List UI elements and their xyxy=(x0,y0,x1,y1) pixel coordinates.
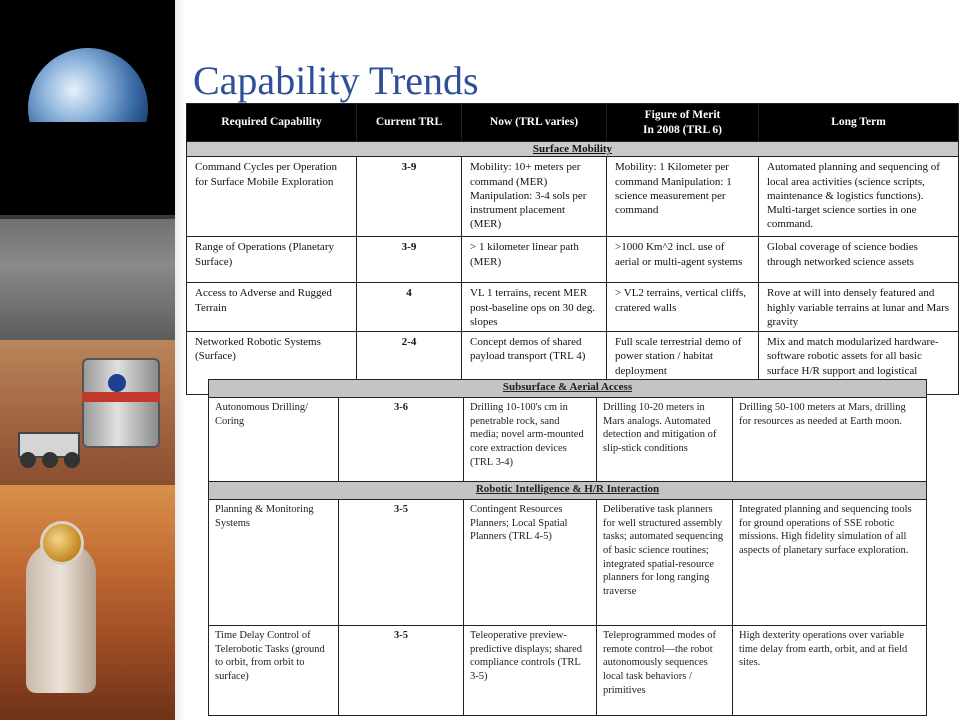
table-row xyxy=(209,398,927,482)
header-long-term: Long Term xyxy=(759,104,959,142)
mars-habitat-rover-image xyxy=(0,340,175,485)
habitat-module xyxy=(82,358,160,448)
lunar-surface-image xyxy=(0,215,175,340)
rover-wheel xyxy=(42,452,58,468)
cell-long-term: Automated planning and sequencing of local area activities (science scripts, maintenance & logistics functions). Multi-target science sorties in one command. xyxy=(759,157,959,237)
rover-wheel xyxy=(64,452,80,468)
cell-figure-of-merit: > VL2 terrains, vertical cliffs, cratered walls xyxy=(607,283,759,332)
cell-now: Drilling 10-100's cm in penetrable rock, sand media; novel arm-mounted core extraction devices (TRL 3-4) xyxy=(464,398,597,482)
cell-now: VL 1 terrains, recent MER post-baseline ops on 30 deg. slopes xyxy=(462,283,607,332)
cell-long-term: High dexterity operations over variable time delay from earth, orbit, and at field sites. xyxy=(733,626,927,716)
cell-long-term: Integrated planning and sequencing tools for ground operations of SSE robotic missions. High fidelity simulation of all aspects of planetary surface exploration. xyxy=(733,500,927,626)
section-row xyxy=(209,380,927,398)
cell-now: Concept demos of shared payload transport (TRL 4) xyxy=(462,332,607,395)
section-surface-mobility: Surface Mobility xyxy=(187,142,959,157)
cell-capability: Autonomous Drilling/ Coring xyxy=(209,398,339,482)
table-row xyxy=(209,500,927,626)
cell-long-term: Global coverage of science bodies through networked science assets xyxy=(759,237,959,283)
cell-now: Teleoperative preview-predictive displays; shared compliance controls (TRL 3-5) xyxy=(464,626,597,716)
cell-long-term: Drilling 50-100 meters at Mars, drilling for resources as needed at Earth moon. xyxy=(733,398,927,482)
cell-capability: Command Cycles per Operation for Surface Mobile Exploration xyxy=(187,157,357,237)
table-row xyxy=(187,283,959,332)
cell-figure-of-merit: Mobility: 1 Kilometer per command Manipulation: 1 science measurement per command xyxy=(607,157,759,237)
cell-figure-of-merit: Full scale terrestrial demo of power station / habitat deployment xyxy=(607,332,759,395)
cell-long-term: Mix and match modularized hardware-software robotic assets for all basic surface H/R support and logistical xyxy=(759,332,959,395)
cell-capability: Access to Adverse and Rugged Terrain xyxy=(187,283,357,332)
table-row xyxy=(187,157,959,237)
table-row xyxy=(209,626,927,716)
section-row xyxy=(187,142,959,157)
section-robotic-intelligence: Robotic Intelligence & H/R Interaction xyxy=(209,482,927,500)
cell-trl: 4 xyxy=(357,283,462,332)
cell-now: Contingent Resources Planners; Local Spatial Planners (TRL 4-5) xyxy=(464,500,597,626)
cell-trl: 2-4 xyxy=(357,332,462,395)
cell-capability: Planning & Monitoring Systems xyxy=(209,500,339,626)
header-required-capability: Required Capability xyxy=(187,104,357,142)
section-row xyxy=(209,482,927,500)
astronaut-image xyxy=(0,485,175,720)
astronaut-helmet xyxy=(40,521,84,565)
astronaut-suit xyxy=(26,543,96,693)
cell-now: > 1 kilometer linear path (MER) xyxy=(462,237,607,283)
strip-shadow xyxy=(175,0,185,720)
cell-trl: 3-9 xyxy=(357,157,462,237)
cell-figure-of-merit: Teleprogrammed modes of remote control—the robot autonomously sequences local task behaviors / primitives xyxy=(597,626,733,716)
cell-capability: Networked Robotic Systems (Surface) xyxy=(187,332,357,395)
capability-table-bottom xyxy=(208,379,927,716)
cell-trl: 3-6 xyxy=(339,398,464,482)
cell-trl: 3-5 xyxy=(339,500,464,626)
decorative-image-strip xyxy=(0,0,175,720)
earthrise-image xyxy=(0,0,175,215)
cell-figure-of-merit: >1000 Km^2 incl. use of aerial or multi-agent systems xyxy=(607,237,759,283)
agency-logo xyxy=(108,374,126,392)
capability-table-top xyxy=(186,103,959,395)
cell-trl: 3-5 xyxy=(339,626,464,716)
cell-capability: Time Delay Control of Telerobotic Tasks (ground to orbit, from orbit to surface) xyxy=(209,626,339,716)
header-figure-of-merit: Figure of Merit In 2008 (TRL 6) xyxy=(607,104,759,142)
cell-figure-of-merit: Deliberative task planners for well structured assembly tasks; automated sequencing of basic science routines; integrated spatial-resource planners for long ranging traverse xyxy=(597,500,733,626)
header-current-trl: Current TRL xyxy=(357,104,462,142)
habitat-band xyxy=(82,392,160,402)
earth-globe xyxy=(28,48,148,168)
section-subsurface-aerial: Subsurface & Aerial Access xyxy=(209,380,927,398)
table-row xyxy=(187,237,959,283)
slide-title: Capability Trends xyxy=(193,58,479,103)
cell-long-term: Rove at will into densely featured and highly variable terrains at lunar and Mars gravity xyxy=(759,283,959,332)
rover-wheel xyxy=(20,452,36,468)
cell-figure-of-merit: Drilling 10-20 meters in Mars analogs. Automated detection and mitigation of slip-stick conditions xyxy=(597,398,733,482)
table-header-row xyxy=(187,104,959,142)
cell-capability: Range of Operations (Planetary Surface) xyxy=(187,237,357,283)
cell-trl: 3-9 xyxy=(357,237,462,283)
cell-now: Mobility: 10+ meters per command (MER) Manipulation: 3-4 sols per instrument placement (MER) xyxy=(462,157,607,237)
header-now: Now (TRL varies) xyxy=(462,104,607,142)
